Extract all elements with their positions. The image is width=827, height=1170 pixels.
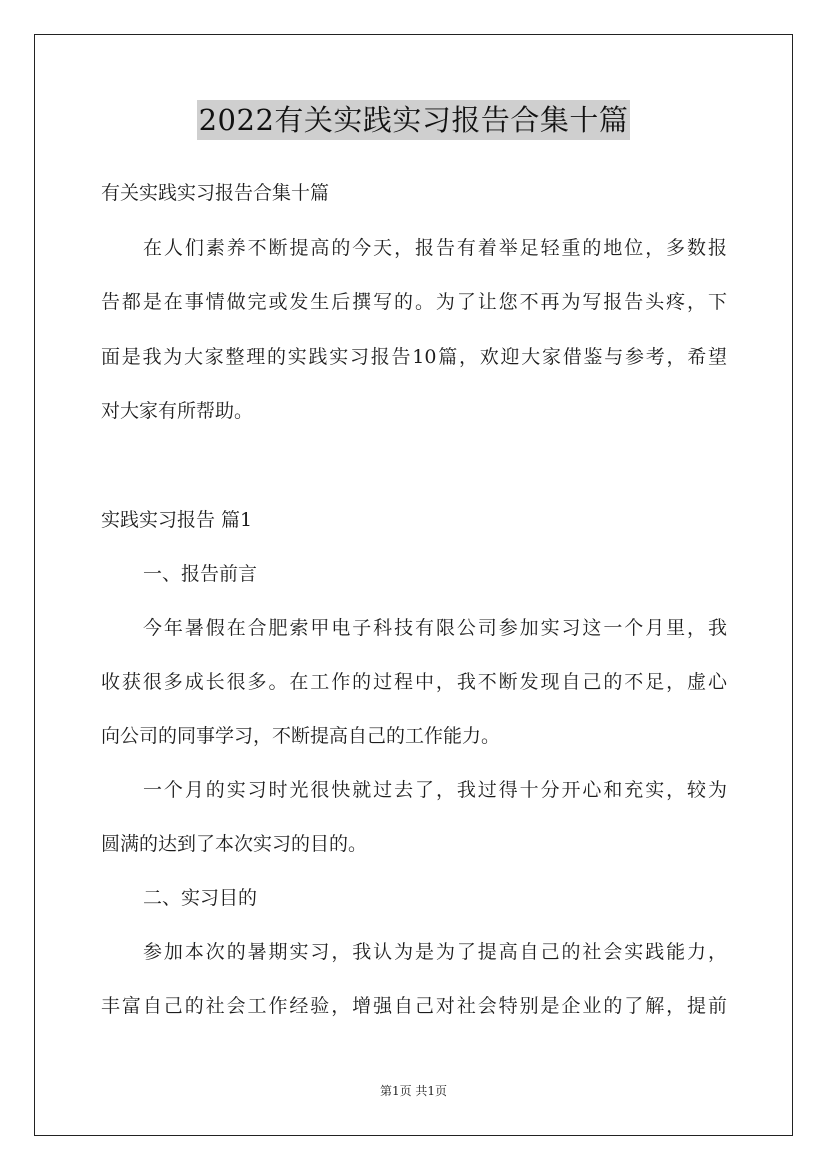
paragraph-line: 一个月的实习时光很快就过去了，我过得十分开心和充实，较为 (143, 779, 727, 801)
paragraph-line: 圆满的达到了本次实习的目的。 (101, 833, 368, 855)
page-footer: 第1页 共1页 (379, 1084, 448, 1098)
paragraph-line: 丰富自己的社会工作经验，增强自己对社会特别是企业的了解，提前 (101, 995, 727, 1017)
paragraph-line: 在人们素养不断提高的今天，报告有着举足轻重的地位，多数报 (143, 237, 727, 259)
document-title: 2022有关实践实习报告合集十篇 (197, 100, 631, 140)
title-container (0, 100, 827, 140)
subsection-heading: 一、报告前言 (143, 563, 258, 585)
subtitle-line: 有关实践实习报告合集十篇 (101, 182, 330, 204)
section-heading: 实践实习报告 篇1 (101, 509, 253, 531)
paragraph-line: 收获很多成长很多。在工作的过程中，我不断发现自己的不足，虚心 (101, 671, 727, 693)
paragraph-line: 对大家有所帮助。 (101, 400, 254, 422)
paragraph-line: 向公司的同事学习，不断提高自己的工作能力。 (101, 725, 501, 747)
paragraph-line: 参加本次的暑期实习，我认为是为了提高自己的社会实践能力， (143, 941, 727, 963)
paragraph-line: 面是我为大家整理的实践实习报告10篇，欢迎大家借鉴与参考，希望 (101, 346, 727, 368)
paragraph-line: 告都是在事情做完或发生后撰写的。为了让您不再为写报告头疼，下 (101, 291, 727, 313)
paragraph-line: 今年暑假在合肥索甲电子科技有限公司参加实习这一个月里，我 (143, 617, 727, 639)
subsection-heading: 二、实习目的 (143, 887, 258, 909)
